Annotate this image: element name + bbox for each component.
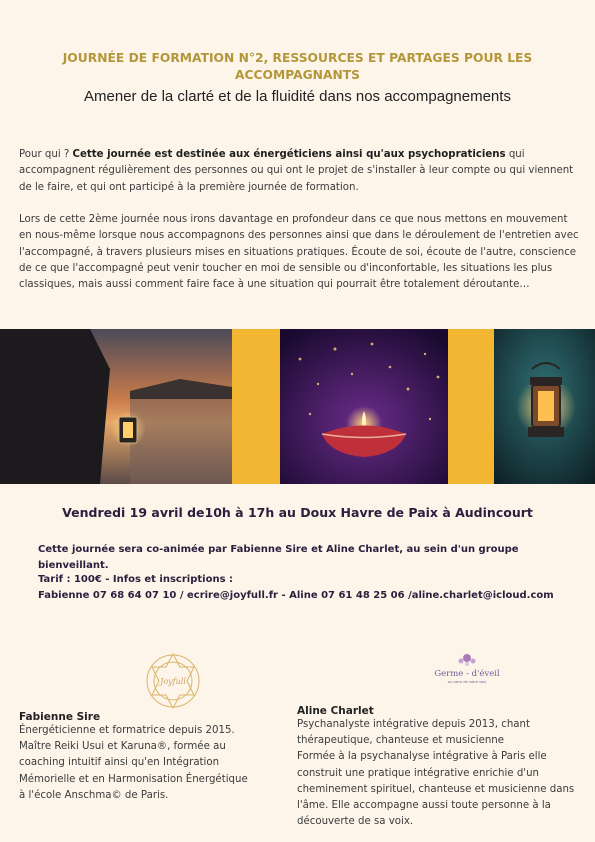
photo-banner xyxy=(0,329,595,484)
svg-text:Germe - d'éveil: Germe - d'éveil xyxy=(434,669,500,679)
audience-highlight: Cette journée est destinée aux énergéticiens ainsi qu'aux psychopraticiens xyxy=(72,149,506,160)
lake-lantern-photo xyxy=(0,329,232,484)
diya-candle-photo xyxy=(280,329,448,484)
aline-profile xyxy=(297,705,587,830)
audience-paragraph: Pour qui ? Cette journée est destinée aux énergéticiens ainsi qu'aux psychopraticiens qui accompagnent régulièrement des personnes ou qui ont le projet de s'installer à leur compte ou qui viennent de le faire, et qui ont participé à la première journée de formation. xyxy=(19,149,574,193)
germe-eveil-logo xyxy=(420,650,515,695)
page-subtitle: Amener de la clarté et de la fluidité dans nos accompagnements xyxy=(84,88,511,105)
fabienne-profile xyxy=(19,711,289,804)
event-date-place: Vendredi 19 avril de10h à 17h au Doux Havre de Paix à Audincourt xyxy=(62,505,533,520)
svg-text:Joyfull: Joyfull xyxy=(160,677,186,686)
fabienne-bio: Énergéticienne et formatrice depuis 2015. Maître Reiki Usui et Karuna®, formée au coaching intuitif ainsi qu'en Intégration Mémorielle et en Harmonisation Énergétique à l'école Anschma© de Paris. xyxy=(19,725,248,801)
tarif-text: Tarif : 100€ - Infos et inscriptions : xyxy=(38,574,234,585)
contacts-text: Fabienne 07 68 64 07 10 / ecrire@joyfull.fr - Aline 07 61 48 25 06 /aline.charlet@icloud.com xyxy=(38,590,554,601)
lantern-photo xyxy=(494,329,595,484)
details-paragraph: Lors de cette 2ème journée nous irons davantage en profondeur dans ce que nous mettons en mouvement en nous-même lorsque nous accompagnons des personnes ainsi que dans le déroulement de l'entretien avec l'accompagné, à travers plusieurs mises en situations pratiques. Écoute de soi, écoute de l'autre, conscience de ce que l'accompagné peut venir toucher en moi de sensible ou d'inconfortable, les situations les plus classiques, mais aussi comment faire face à une situation qui pourrait être totalement déroutante… xyxy=(19,214,579,291)
page-title: JOURNÉE DE FORMATION N°2, RESSOURCES ET PARTAGES POUR LES ACCOMPAGNANTS xyxy=(62,51,533,82)
joyfull-logo xyxy=(142,650,204,712)
coanimation-text: Cette journée sera co-animée par Fabienne Sire et Aline Charlet, au sein d'un groupe bienveillant. xyxy=(38,544,519,571)
aline-bio: Psychanalyste intégrative depuis 2013, chant thérapeutique, chanteuse et musicienne Formée à la psychanalyse intégrative à Paris elle construit une pratique intégrative enrichie d'un cheminement spirituel, chanteuse et musicienne dans l'âme. Elle accompagne aussi toute personne à la découverte de sa voix. xyxy=(297,719,575,828)
svg-text:au cœur de votre voix: au cœur de votre voix xyxy=(447,680,487,684)
fabienne-name: Fabienne Sire xyxy=(19,711,101,723)
aline-name: Aline Charlet xyxy=(297,705,374,717)
